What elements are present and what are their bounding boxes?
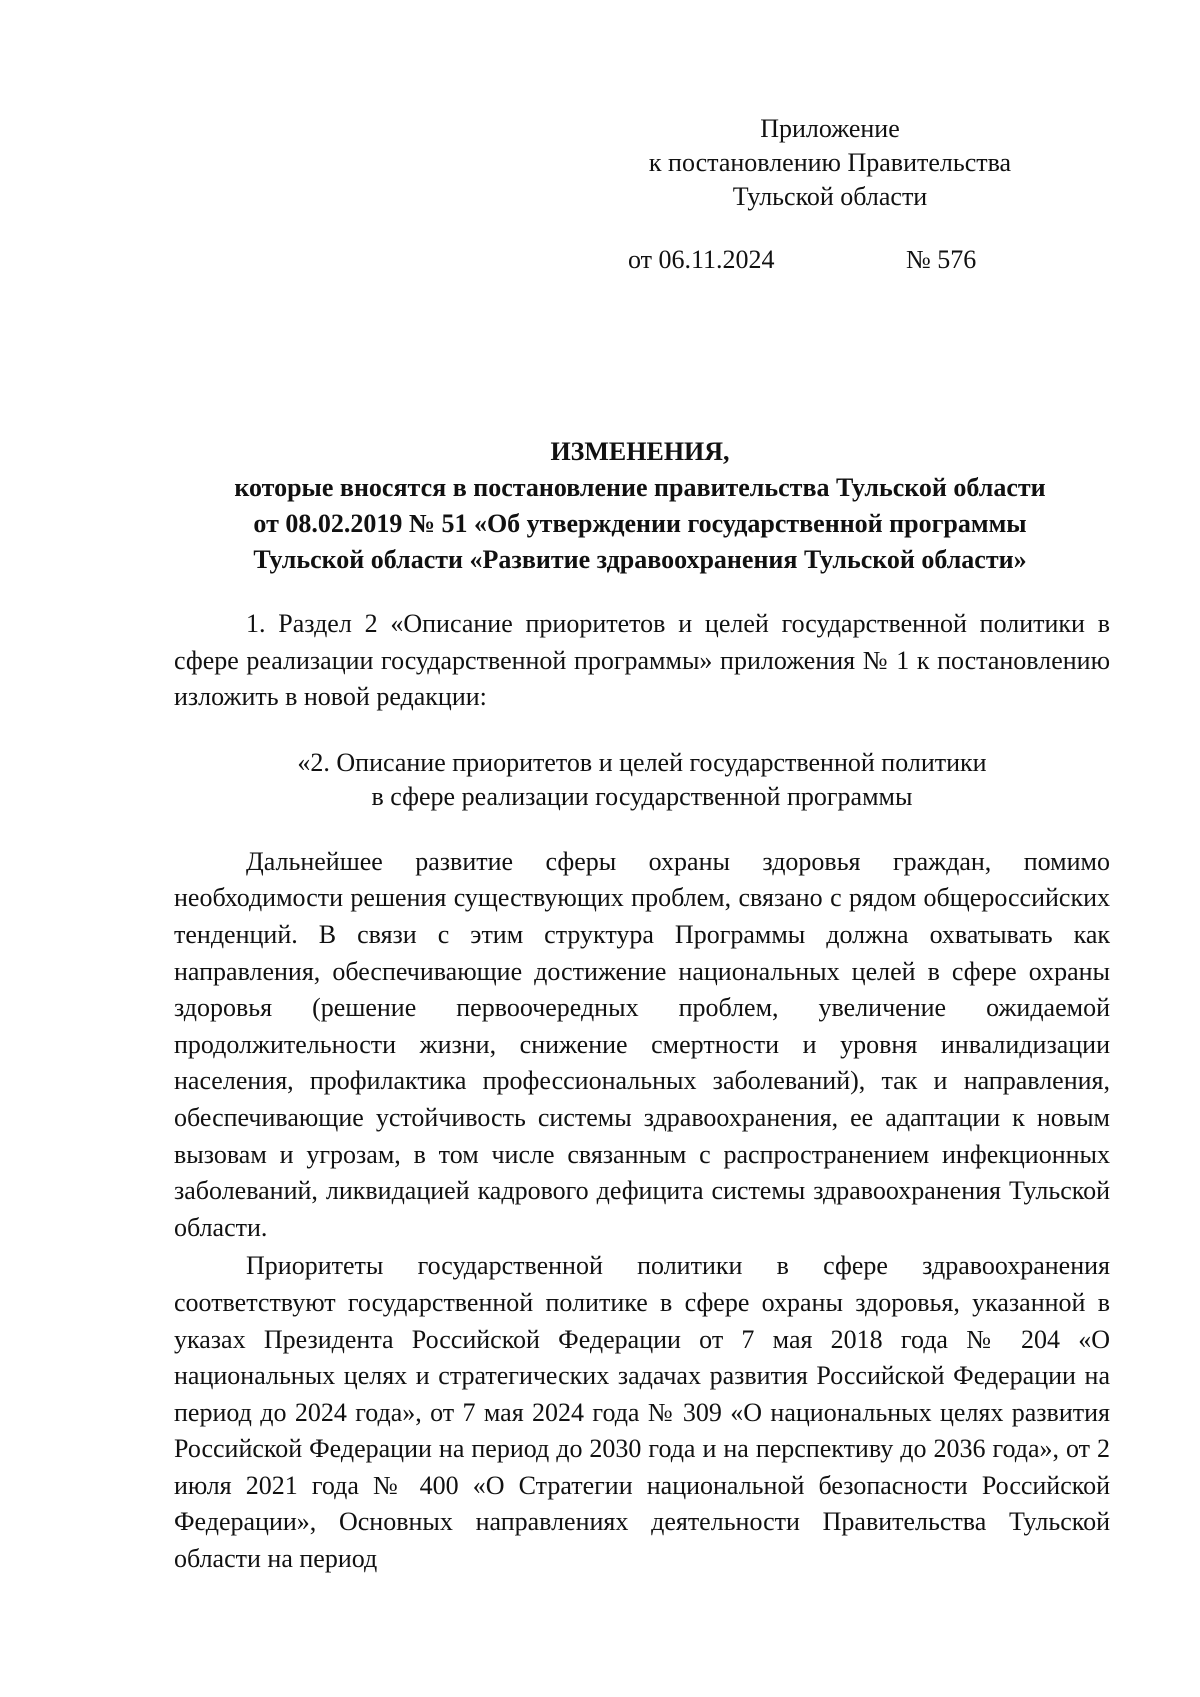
- body-paragraph-2: Приоритеты государственной политики в сфере здравоохранения соответствуют государственной политике в сфере охраны здоровья, указанной в указах Президента Российской Федерации от 7 мая 2018 года № 204 «О национальных целях и стратегических задачах развития Российской Федерации на период до 2024 года», от 7 мая 2024 года № 309 «О национальных целях развития Российской Федерации на период до 2030 года и на перспективу до 2036 года», от 2 июля 2021 года № 400 «О Стратегии национальной безопасности Российской Федерации», Основных направлениях деятельности Правительства Тульской области на период: [174, 1251, 1110, 1574]
- body-paragraph-1: Дальнейшее развитие сферы охраны здоровья граждан, помимо необходимости решения существующих проблем, связано с рядом общероссийских тенденций. В связи с этим структура Программы должна охватывать как направления, обеспечивающие достижение национальных целей в сфере охраны здоровья (решение первоочередных проблем, увеличение ожидаемой продолжительности жизни, снижение смертности и уровня инвалидизации населения, профилактика профессиональных заболеваний), так и направления, обеспечивающие устойчивость системы здравоохранения, ее адаптации к новым вызовам и угрозам, в том числе связанным с распространением инфекционных заболеваний, ликвидацией кадрового дефицита системы здравоохранения Тульской области.: [174, 846, 1110, 1242]
- section-title-line-1: «2. Описание приоритетов и целей государственной политики: [297, 747, 987, 777]
- resolution-date: от 06.11.2024: [628, 245, 775, 274]
- title-line-2: которые вносятся в постановление правительства Тульской области: [234, 473, 1046, 502]
- document-body: [174, 606, 1110, 1578]
- attachment-line-3: Тульской области: [732, 182, 928, 211]
- title-line-1: ИЗМЕНЕНИЯ,: [550, 437, 730, 466]
- attachment-line-1: Приложение: [760, 114, 900, 143]
- attachment-line-2: к постановлению Правительства: [648, 148, 1012, 177]
- title-line-4: Тульской области «Развитие здравоохранения Тульской области»: [253, 545, 1027, 574]
- title-line-3: от 08.02.2019 № 51 «Об утверждении государственной программы: [253, 509, 1027, 538]
- section-title-line-2: в сфере реализации государственной программы: [371, 781, 913, 811]
- section-title: [174, 746, 1110, 814]
- attachment-header: [620, 112, 1040, 214]
- resolution-number: № 576: [906, 245, 977, 274]
- document-title: [170, 434, 1110, 578]
- resolution-date-number: [628, 243, 1000, 277]
- item-1-paragraph: 1. Раздел 2 «Описание приоритетов и целей государственной политики в сфере реализации государственной программы» приложения № 1 к постановлению изложить в новой редакции:: [174, 609, 1110, 712]
